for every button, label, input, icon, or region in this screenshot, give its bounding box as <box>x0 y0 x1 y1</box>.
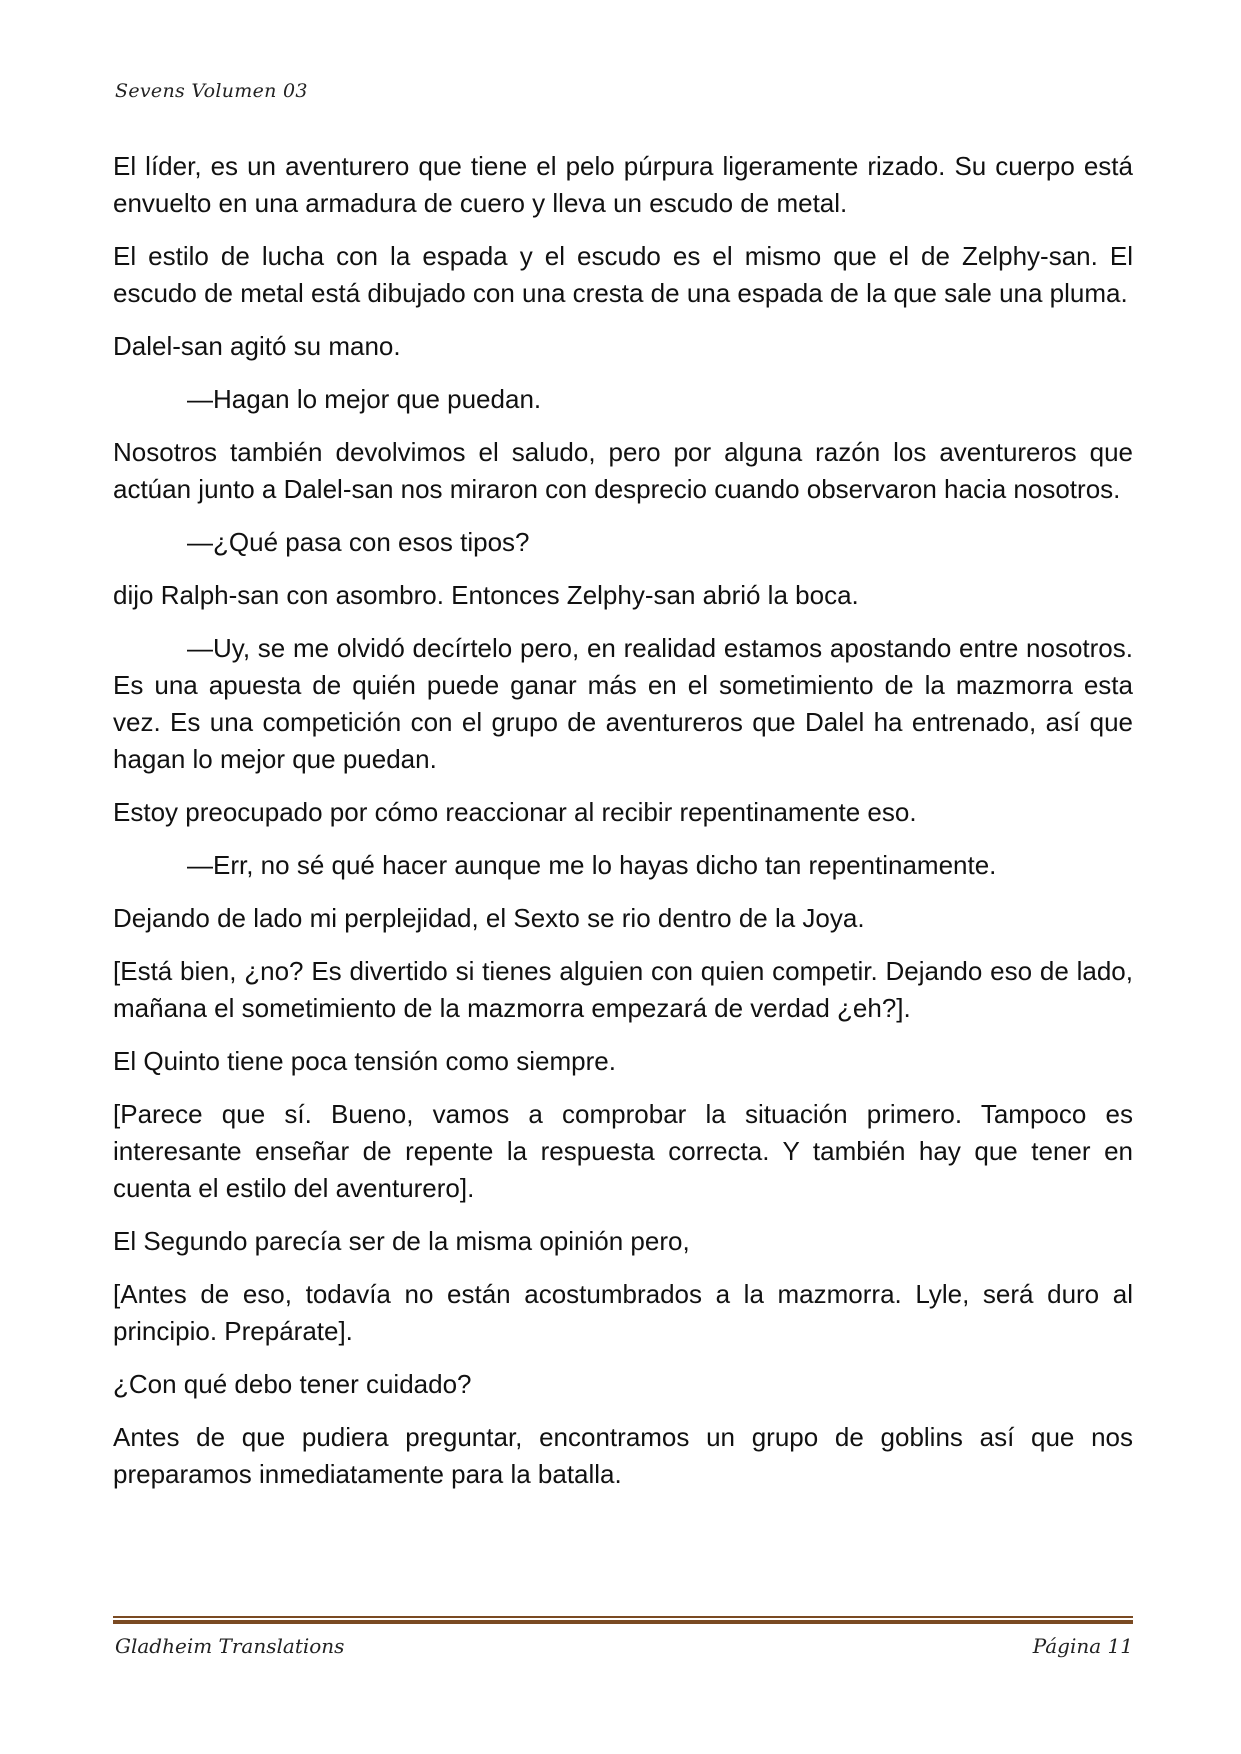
footer-divider-thin-line <box>113 1616 1133 1618</box>
paragraph: Nosotros también devolvimos el saludo, pero por alguna razón los aventureros que actúan junto a Dalel-san nos miraron con desprecio cuando observaron hacia nosotros. <box>113 437 1133 504</box>
paragraph: Antes de que pudiera preguntar, encontramos un grupo de goblins así que nos preparamos inmediatamente para la batalla. <box>113 1422 1133 1489</box>
paragraph: El Segundo parecía ser de la misma opinión pero, <box>113 1226 690 1256</box>
page-number: Página 11 <box>1032 1634 1133 1658</box>
dialogue-paragraph: —Err, no sé qué hacer aunque me lo hayas dicho tan repentinamente. <box>187 850 997 880</box>
dialogue-paragraph: —Hagan lo mejor que puedan. <box>187 384 542 414</box>
paragraph: El Quinto tiene poca tensión como siempre. <box>113 1046 616 1076</box>
paragraph: Dalel-san agitó su mano. <box>113 331 401 361</box>
paragraph: [Está bien, ¿no? Es divertido si tienes alguien con quien competir. Dejando eso de lado, mañana el sometimiento de la mazmorra empezará de verdad ¿eh?]. <box>113 956 1133 1023</box>
page-body <box>113 148 1133 1509</box>
footer-divider-thick-line <box>113 1620 1133 1624</box>
footer-divider <box>113 1616 1133 1624</box>
paragraph: Estoy preocupado por cómo reaccionar al recibir repentinamente eso. <box>113 797 917 827</box>
paragraph: dijo Ralph-san con asombro. Entonces Zelphy-san abrió la boca. <box>113 580 859 610</box>
paragraph: Dejando de lado mi perplejidad, el Sexto se rio dentro de la Joya. <box>113 903 865 933</box>
paragraph: El estilo de lucha con la espada y el escudo es el mismo que el de Zelphy-san. El escudo de metal está dibujado con una cresta de una espada de la que sale una pluma. <box>113 241 1133 308</box>
paragraph: [Antes de eso, todavía no están acostumbrados a la mazmorra. Lyle, será duro al principio. Prepárate]. <box>113 1279 1133 1346</box>
paragraph: ¿Con qué debo tener cuidado? <box>113 1369 472 1399</box>
footer-publisher: Gladheim Translations <box>115 1634 345 1658</box>
dialogue-paragraph: —Uy, se me olvidó decírtelo pero, en realidad estamos apostando entre nosotros. Es una apuesta de quién puede ganar más en el sometimiento de la mazmorra esta vez. Es una competición con el grupo de aventureros que Dalel ha entrenado, así que hagan lo mejor que puedan. <box>113 633 1133 774</box>
paragraph: El líder, es un aventurero que tiene el pelo púrpura ligeramente rizado. Su cuerpo está envuelto en una armadura de cuero y lleva un escudo de metal. <box>113 151 1133 218</box>
paragraph: [Parece que sí. Bueno, vamos a comprobar la situación primero. Tampoco es interesante enseñar de repente la respuesta correcta. Y también hay que tener en cuenta el estilo del aventurero]. <box>113 1099 1133 1203</box>
dialogue-paragraph: —¿Qué pasa con esos tipos? <box>187 527 530 557</box>
running-header: Sevens Volumen 03 <box>115 80 308 102</box>
